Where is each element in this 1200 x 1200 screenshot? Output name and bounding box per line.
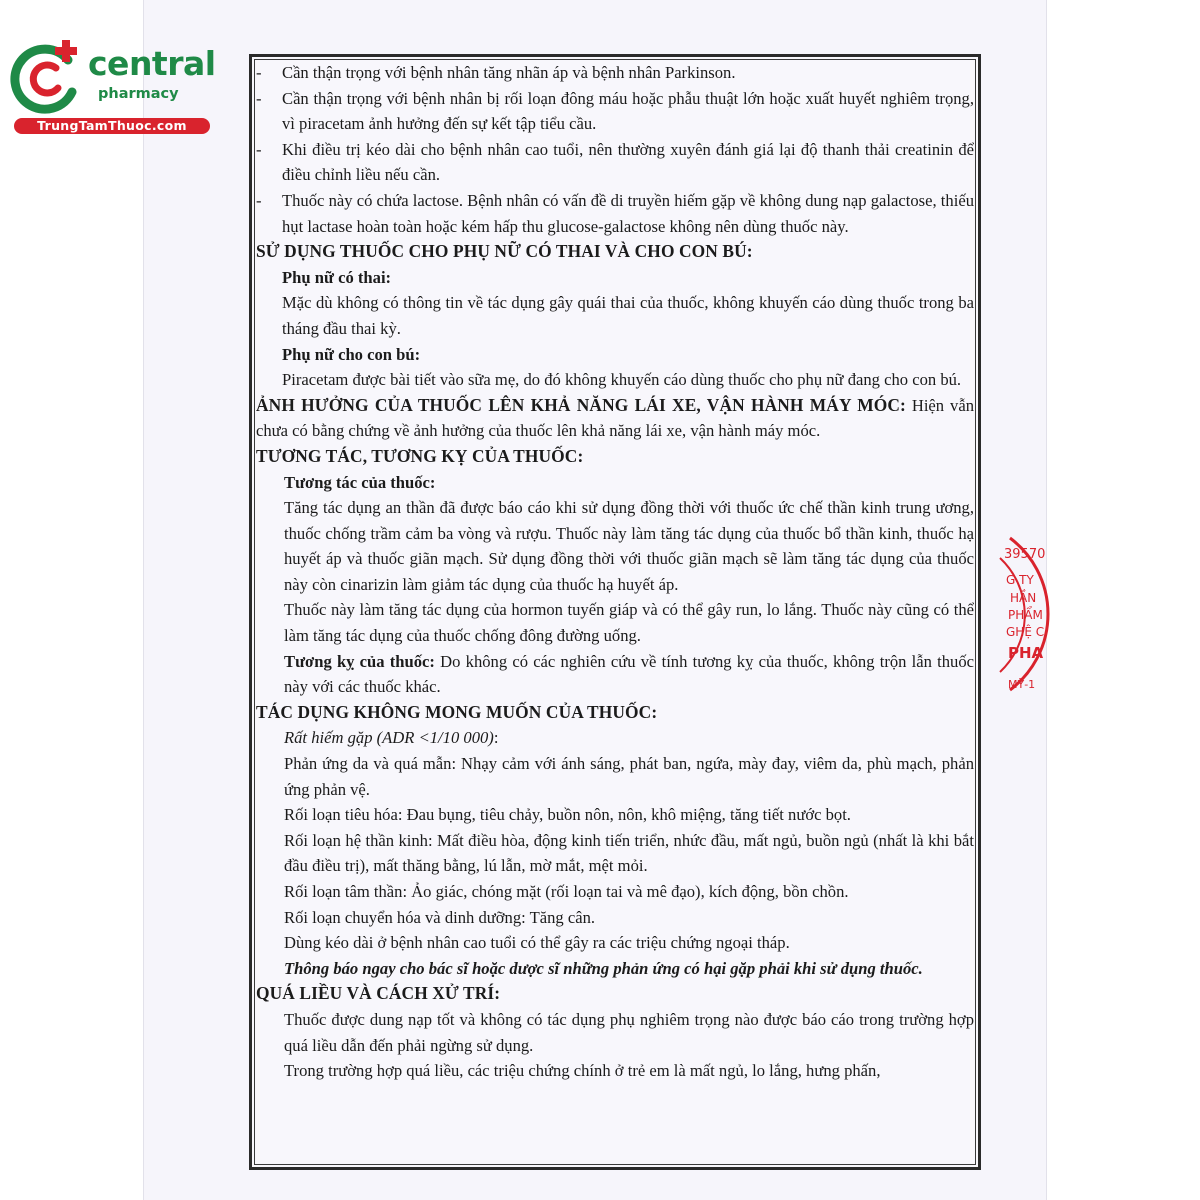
bullet-dash: - — [256, 190, 262, 210]
stamp-text-6: PHA — [1008, 644, 1044, 662]
incompatibility-text: Do không có các nghiên cứu về tính tương kỵ của thuốc, không trộn lẫn thuốc này với các thuốc khác. — [284, 651, 975, 697]
stamp-text-2: G TY — [1006, 573, 1034, 587]
subheading-nursing: Phụ nữ cho con bú: — [282, 344, 421, 364]
logo-brand: central — [88, 44, 216, 83]
section-heading-overdose: QUÁ LIỀU VÀ CÁCH XỬ TRÍ: — [256, 983, 501, 1004]
bullet-dash: - — [256, 88, 262, 108]
frequency-colon: : — [493, 728, 499, 748]
logo-subtitle: pharmacy — [98, 86, 179, 102]
paragraph-overdose-2: Trong trường hợp quá liều, các triệu chứng chính ở trẻ em là mất ngủ, lo lắng, hưng phấn, — [284, 1061, 881, 1081]
frequency-label: Rất hiếm gặp (ADR <1/10 000) — [284, 728, 494, 748]
stamp-text-7: MỸ-1 — [1008, 678, 1036, 691]
bullet-text: Cần thận trọng với bệnh nhân bị rối loạn đông máu hoặc phẫu thuật lớn hoặc xuất huyết nghiêm trọng, vì piracetam ảnh hưởng đến sự kết tập tiểu cầu. — [282, 88, 974, 134]
bullet-text: Khi điều trị kéo dài cho bệnh nhân cao tuổi, nên thường xuyên đánh giá lại độ thanh thải creatinin để điều chỉnh liều nếu cần. — [282, 139, 974, 185]
section-heading-pregnancy: SỬ DỤNG THUỐC CHO PHỤ NỮ CÓ THAI VÀ CHO CON BÚ: — [256, 241, 753, 262]
subheading-pregnant: Phụ nữ có thai: — [282, 267, 392, 287]
stamp-text-5: GHỆ C — [1006, 625, 1045, 639]
bullet-dash: - — [256, 63, 262, 82]
adverse-frequency — [256, 725, 974, 751]
subheading-drug-interactions: Tương tác của thuốc: — [284, 472, 436, 492]
document-body — [256, 60, 974, 1084]
adverse-item: Rối loạn hệ thần kinh: Mất điều hòa, động kinh tiến triển, nhức đầu, mất ngủ, buồn ngủ (nhất là khi bắt đầu điều trị), mất thăng bằng, lú lẫn, mờ mắt, mệt mỏi. — [284, 830, 974, 876]
stamp-text-4: PHẨM — [1008, 608, 1043, 622]
adverse-item: Rối loạn tiêu hóa: Đau bụng, tiêu chảy, buồn nôn, nôn, khô miệng, tăng tiết nước bọt. — [284, 805, 851, 825]
logo-mark-icon — [10, 38, 90, 118]
section-heading-interactions: TƯƠNG TÁC, TƯƠNG KỴ CỦA THUỐC: — [256, 445, 584, 466]
subheading-incompatibility: Tương kỵ của thuốc: — [284, 651, 435, 671]
list-item — [256, 188, 974, 239]
section-heading-driving: ẢNH HƯỞNG CỦA THUỐC LÊN KHẢ NĂNG LÁI XE, VẬN HÀNH MÁY MÓC: — [256, 394, 906, 415]
paragraph-pregnant: Mặc dù không có thông tin về tác dụng gây quái thai của thuốc, không khuyến cáo dùng thuốc trong ba tháng đầu thai kỳ. — [282, 293, 974, 338]
paragraph-interactions-1: Tăng tác dụng an thần đã được báo cáo khi sử dụng đồng thời với thuốc ức chế thần kinh trung ương, thuốc chống trầm cảm ba vòng và rượu. Thuốc này làm tăng tác dụng của thuốc bổ thần kinh, thuốc hạ huyết áp và thuốc giãn mạch. Sử dụng đồng thời với thuốc giãn mạch sẽ làm tăng tác dụng của thuốc này còn cinarizin làm giảm tác dụng của thuốc hạ huyết áp. — [284, 498, 974, 594]
list-item — [256, 60, 974, 86]
stamp-text-1: 39570 — [1004, 547, 1046, 562]
paragraph-interactions-2: Thuốc này làm tăng tác dụng của hormon tuyến giáp và có thể gây run, lo lắng. Thuốc này cũng có thể làm tăng tác dụng của thuốc chống đông đường uống. — [284, 600, 974, 646]
bullet-text: Thuốc này có chứa lactose. Bệnh nhân có vấn đề di truyền hiếm gặp về không dung nạp galactose, thiếu hụt lactase hoàn toàn hoặc kém hấp thu glucose-galactose không nên dùng thuốc này. — [282, 190, 974, 236]
paragraph-nursing: Piracetam được bài tiết vào sữa mẹ, do đó không khuyến cáo dùng thuốc cho phụ nữ đang cho con bú. — [282, 370, 962, 390]
list-item — [256, 137, 974, 188]
bullet-dash: - — [256, 139, 262, 159]
central-pharmacy-logo[interactable] — [10, 38, 215, 138]
adverse-item: Rối loạn chuyển hóa và dinh dưỡng: Tăng cân. — [284, 907, 596, 927]
section-heading-adverse: TÁC DỤNG KHÔNG MONG MUỐN CỦA THUỐC: — [256, 701, 658, 722]
paragraph-driving — [256, 393, 974, 444]
adverse-notice: Thông báo ngay cho bác sĩ hoặc dược sĩ những phản ứng có hại gặp phải khi sử dụng thuốc. — [284, 958, 923, 978]
adverse-item: Phản ứng da và quá mẫn: Nhạy cảm với ánh sáng, phát ban, ngứa, mày đay, viêm da, phù mạch, phản ứng phản vệ. — [284, 754, 974, 799]
stamp-text-3: HẦN — [1010, 591, 1037, 605]
bullet-text: Cần thận trọng với bệnh nhân tăng nhãn áp và bệnh nhân Parkinson. — [282, 63, 736, 82]
adverse-item: Rối loạn tâm thần: Ảo giác, chóng mặt (rối loạn tai và mê đạo), kích động, bồn chồn. — [284, 882, 849, 901]
list-item — [256, 86, 974, 137]
paragraph-incompatibility — [256, 649, 974, 700]
adverse-item: Dùng kéo dài ở bệnh nhân cao tuổi có thể gây ra các triệu chứng ngoại tháp. — [284, 933, 790, 953]
logo-site-banner: TrungTamThuoc.com — [14, 118, 210, 134]
driving-text: Hiện vẫn chưa có bằng chứng về ảnh hưởng của thuốc lên khả năng lái xe, vận hành máy móc. — [256, 395, 974, 441]
paragraph-overdose-1: Thuốc được dung nạp tốt và không có tác dụng phụ nghiêm trọng nào được báo cáo trong trường hợp quá liều dẫn đến phải ngừng sử dụng. — [284, 1009, 974, 1055]
